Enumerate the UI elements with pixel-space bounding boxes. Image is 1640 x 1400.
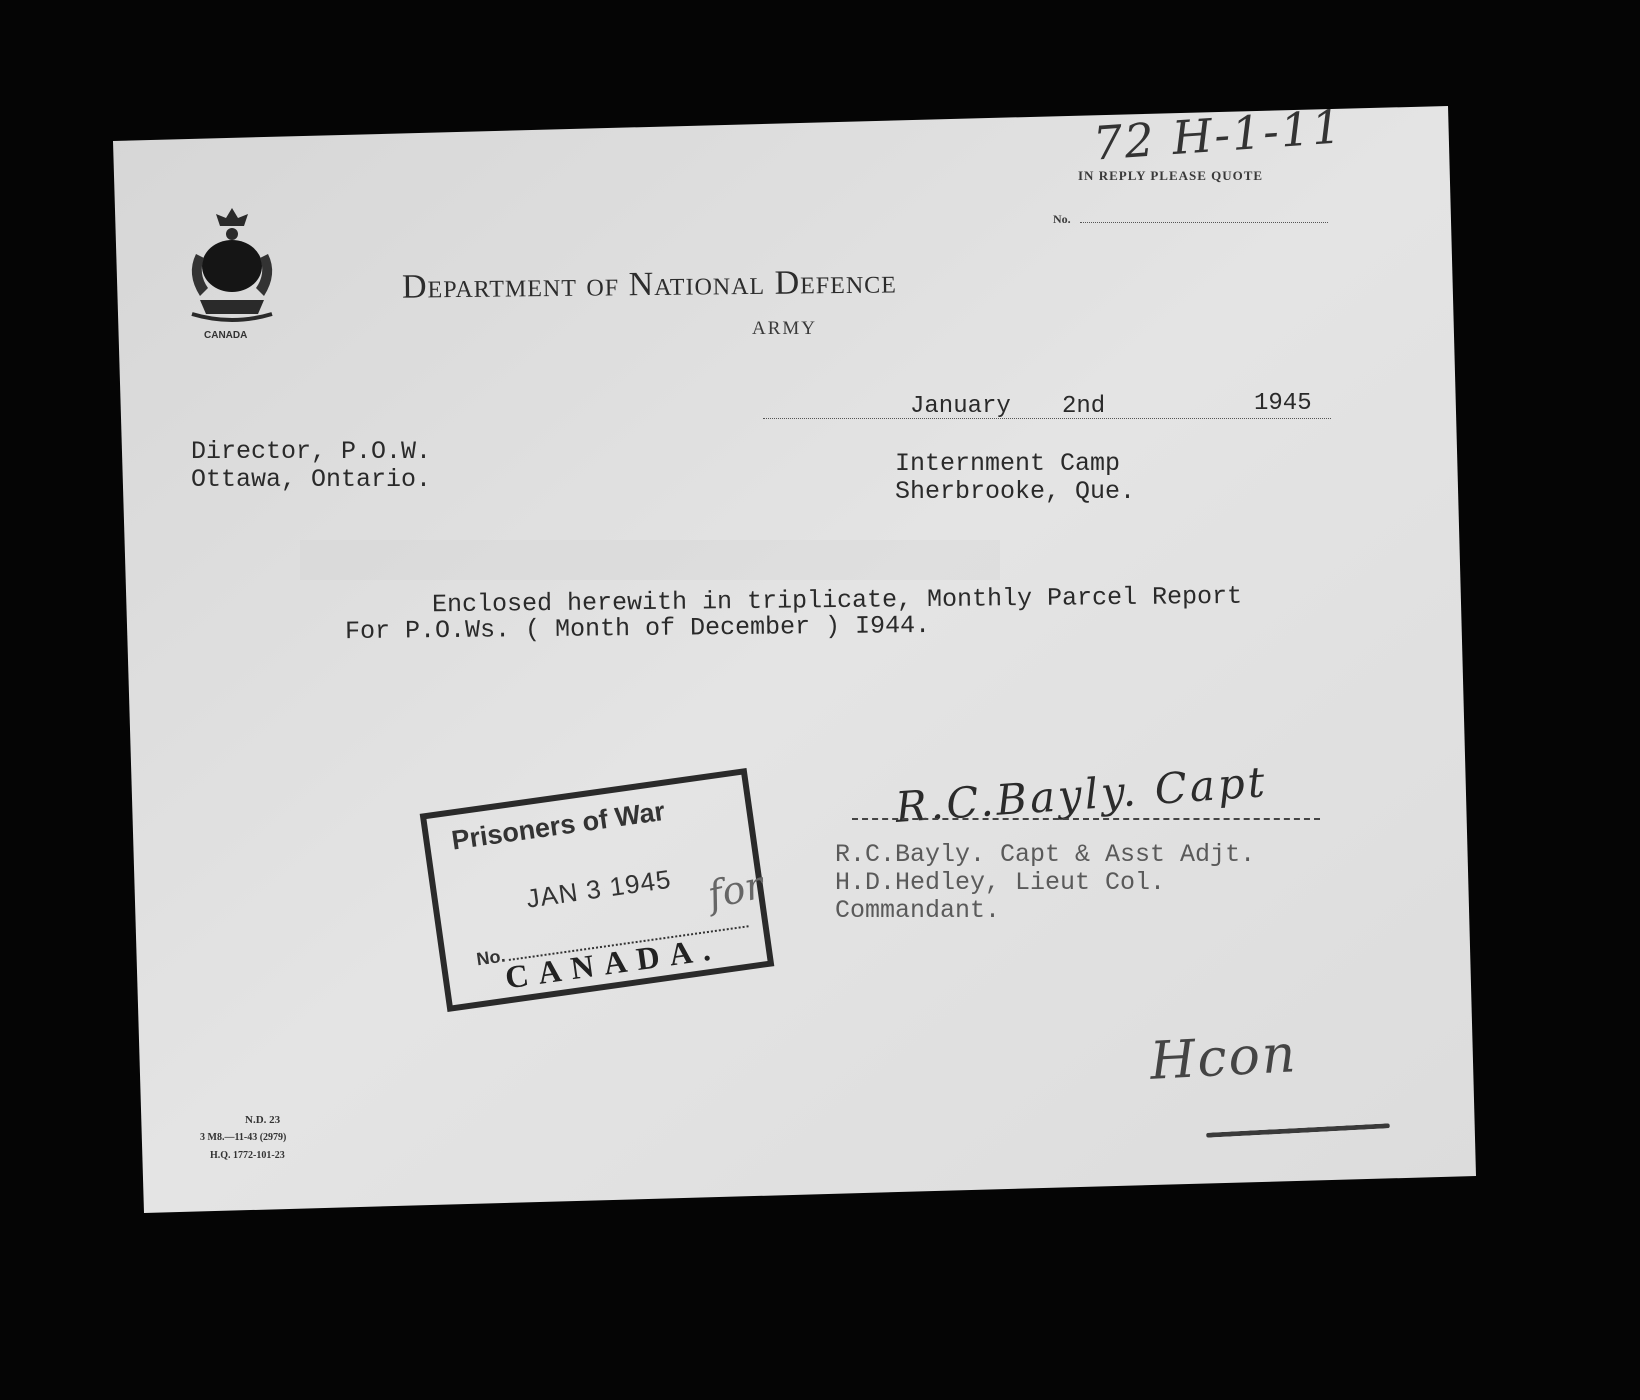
department-heading: Department of National Defence [401,263,898,306]
stamp-country: CANADA. [502,929,723,996]
date-month: January [910,393,1011,420]
handwritten-signature: R.C.Bayly. Capt [893,757,1270,832]
crest-label: CANADA [204,330,248,341]
stamp-date: JAN 3 1945 [524,863,674,914]
reply-quote-label: IN REPLY PLEASE QUOTE [1078,168,1264,183]
coat-of-arms-icon [186,204,278,328]
signatory-line-2: H.D.Hedley, Lieut Col. [835,868,1166,897]
sender-line-1: Internment Camp [895,449,1121,478]
date-line [763,418,1331,419]
date-year: 1945 [1254,390,1312,417]
recipient-line-1: Director, P.O.W. [191,437,432,466]
handwritten-file-reference: 72 H-1-11 [1091,99,1345,171]
reference-no-label: No. [1053,212,1071,226]
stamp-no-label: No. [475,945,507,970]
recipient-line-2: Ottawa, Ontario. [191,465,432,494]
reference-no-line [1080,222,1328,223]
signatory-line-3: Commandant. [835,896,1001,925]
date-day: 2nd [1062,393,1106,420]
form-number-line-2: 3 M8.—11-43 (2979) [200,1132,287,1143]
handwritten-initials: Hcon [1148,1024,1299,1092]
body-line-2: For P.O.Ws. ( Month of December ) I944. [344,610,931,647]
body-line-1: Enclosed herewith in triplicate, Monthly Parcel Report [431,581,1243,620]
form-number-line-3: H.Q. 1772-101-23 [210,1150,285,1161]
form-number-line-1: N.D. 23 [245,1114,281,1126]
stamp-title: Prisoners of War [449,795,667,856]
signatory-line-1: R.C.Bayly. Capt & Asst Adjt. [835,840,1256,869]
signature-line [852,818,1320,820]
branch-heading: ARMY [752,318,818,339]
sender-line-2: Sherbrooke, Que. [895,477,1136,506]
handwritten-for: for [704,862,768,918]
